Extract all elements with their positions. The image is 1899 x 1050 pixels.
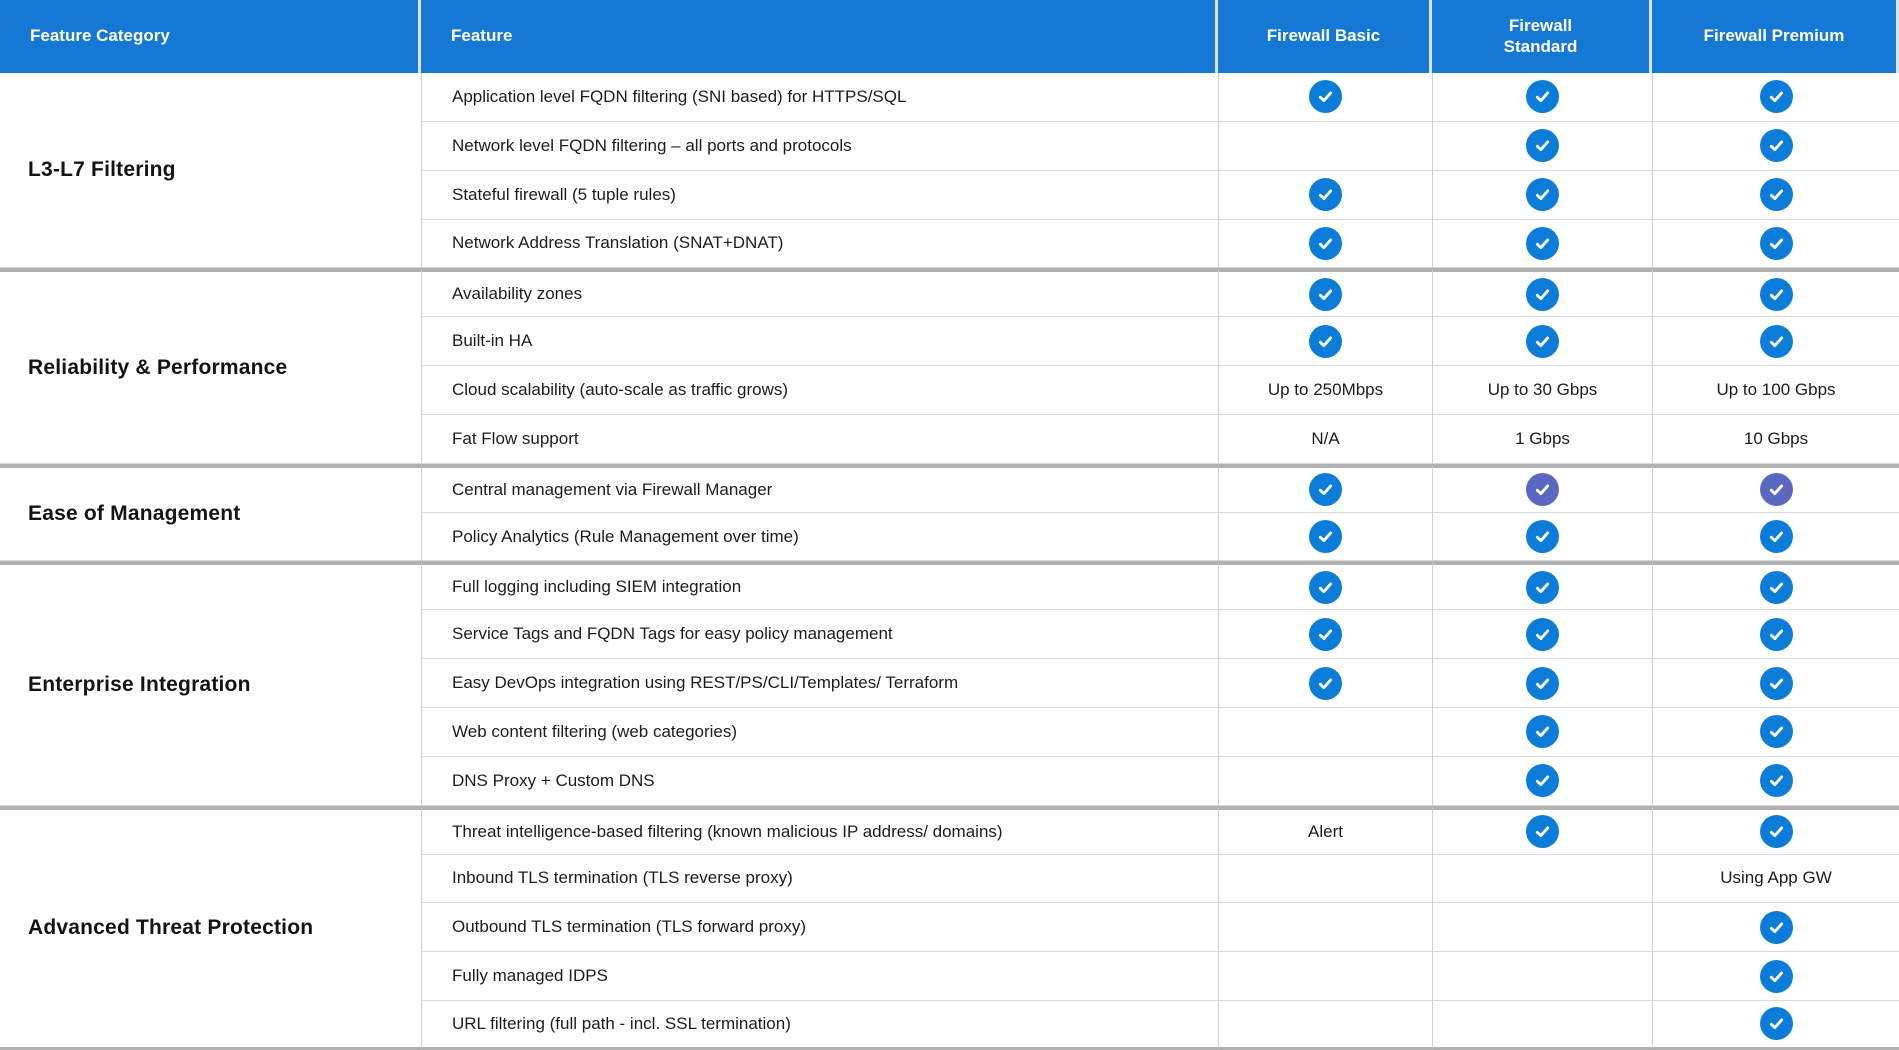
cell-premium — [1652, 952, 1899, 1001]
feature-row — [421, 806, 1218, 855]
feature-row — [421, 903, 1218, 952]
cell-premium — [1652, 513, 1899, 562]
feature-row — [421, 464, 1218, 513]
category-label: Reliability & Performance — [28, 355, 288, 379]
check-icon — [1760, 278, 1793, 311]
cell-standard — [1432, 220, 1652, 269]
feature-row — [421, 1001, 1218, 1050]
cell-basic — [1218, 366, 1432, 415]
cell-standard — [1432, 952, 1652, 1001]
cell-text: 1 Gbps — [1515, 428, 1570, 448]
cell-premium — [1652, 855, 1899, 904]
feature-name: Central management via Firewall Manager — [452, 479, 773, 499]
feature-name: Application level FQDN filtering (SNI based) for HTTPS/SQL — [452, 86, 907, 106]
check-icon — [1760, 764, 1793, 797]
column-header-feature — [421, 0, 1218, 73]
category-cell-l3-l7-filtering — [0, 73, 421, 268]
cell-basic — [1218, 708, 1432, 757]
feature-name: Service Tags and FQDN Tags for easy policy management — [452, 624, 893, 644]
cell-premium — [1652, 1001, 1899, 1050]
check-icon — [1309, 667, 1342, 700]
check-icon — [1309, 227, 1342, 260]
cell-standard — [1432, 122, 1652, 171]
cell-premium — [1652, 464, 1899, 513]
column-header-firewall-standard — [1432, 0, 1652, 73]
feature-name: Built-in HA — [452, 331, 533, 351]
check-icon — [1760, 1007, 1793, 1040]
cell-standard — [1432, 561, 1652, 610]
cell-basic — [1218, 122, 1432, 171]
column-header-label: Feature — [451, 26, 513, 46]
feature-name: Availability zones — [452, 284, 583, 304]
cell-basic — [1218, 268, 1432, 317]
cell-basic — [1218, 952, 1432, 1001]
feature-name: Web content filtering (web categories) — [452, 721, 738, 741]
check-icon — [1760, 715, 1793, 748]
cell-text: Up to 250Mbps — [1267, 379, 1384, 399]
column-header-label: Firewall Premium — [1703, 26, 1845, 46]
column-header-firewall-basic — [1218, 0, 1432, 73]
check-icon — [1309, 520, 1342, 553]
feature-name: DNS Proxy + Custom DNS — [452, 770, 655, 790]
cell-standard — [1432, 1001, 1652, 1050]
cell-premium — [1652, 806, 1899, 855]
feature-row — [421, 171, 1218, 220]
cell-premium — [1652, 73, 1899, 122]
feature-row — [421, 561, 1218, 610]
check-icon — [1526, 520, 1559, 553]
category-label: L3-L7 Filtering — [28, 158, 176, 182]
column-header-label: Firewall Standard — [1503, 16, 1578, 56]
column-header-label: Feature Category — [30, 26, 170, 46]
cell-standard — [1432, 708, 1652, 757]
check-icon — [1526, 178, 1559, 211]
check-icon — [1526, 815, 1559, 848]
cell-text: Up to 30 Gbps — [1487, 379, 1598, 399]
feature-name: Easy DevOps integration using REST/PS/CLI/Templates/ Terraform — [452, 673, 959, 693]
cell-basic — [1218, 464, 1432, 513]
cell-standard — [1432, 806, 1652, 855]
check-icon — [1760, 178, 1793, 211]
check-icon — [1760, 960, 1793, 993]
check-icon — [1526, 227, 1559, 260]
cell-standard — [1432, 415, 1652, 464]
check-icon — [1760, 325, 1793, 358]
cell-basic — [1218, 903, 1432, 952]
check-icon — [1309, 325, 1342, 358]
cell-text: Alert — [1308, 821, 1343, 841]
feature-row — [421, 415, 1218, 464]
cell-basic — [1218, 220, 1432, 269]
feature-name: Inbound TLS termination (TLS reverse proxy) — [452, 868, 793, 888]
cell-basic — [1218, 73, 1432, 122]
check-icon — [1760, 571, 1793, 604]
check-icon — [1526, 80, 1559, 113]
cell-standard — [1432, 855, 1652, 904]
column-header-feature-category — [0, 0, 421, 73]
cell-premium — [1652, 708, 1899, 757]
cell-premium — [1652, 561, 1899, 610]
feature-row — [421, 513, 1218, 562]
cell-premium — [1652, 366, 1899, 415]
feature-row — [421, 855, 1218, 904]
cell-standard — [1432, 268, 1652, 317]
feature-name: Full logging including SIEM integration — [452, 577, 742, 597]
feature-row — [421, 708, 1218, 757]
feature-name: URL filtering (full path - incl. SSL termination) — [452, 1013, 791, 1033]
feature-name: Network level FQDN filtering – all ports and protocols — [452, 135, 852, 155]
cell-standard — [1432, 464, 1652, 513]
check-icon — [1526, 618, 1559, 651]
cell-premium — [1652, 122, 1899, 171]
cell-text: 10 Gbps — [1743, 428, 1809, 448]
cell-text: N/A — [1311, 428, 1340, 448]
check-icon — [1760, 618, 1793, 651]
feature-row — [421, 757, 1218, 806]
cell-basic — [1218, 513, 1432, 562]
cell-premium — [1652, 610, 1899, 659]
feature-row — [421, 610, 1218, 659]
feature-name: Policy Analytics (Rule Management over time) — [452, 526, 799, 546]
cell-premium — [1652, 220, 1899, 269]
cell-text: Using App GW — [1720, 868, 1832, 888]
cell-premium — [1652, 415, 1899, 464]
check-icon — [1309, 571, 1342, 604]
category-label: Advanced Threat Protection — [28, 916, 314, 940]
cell-premium — [1652, 171, 1899, 220]
feature-name: Cloud scalability (auto-scale as traffic grows) — [452, 379, 789, 399]
cell-standard — [1432, 73, 1652, 122]
check-icon — [1526, 667, 1559, 700]
category-cell-enterprise-integration — [0, 561, 421, 805]
feature-row — [421, 73, 1218, 122]
cell-basic — [1218, 561, 1432, 610]
check-icon — [1526, 325, 1559, 358]
cell-basic — [1218, 171, 1432, 220]
cell-standard — [1432, 659, 1652, 708]
check-icon — [1760, 80, 1793, 113]
category-label: Ease of Management — [28, 502, 241, 526]
category-cell-advanced-threat-protection — [0, 806, 421, 1050]
check-icon — [1309, 278, 1342, 311]
check-icon — [1760, 815, 1793, 848]
check-icon — [1309, 473, 1342, 506]
check-icon — [1309, 80, 1342, 113]
cell-premium — [1652, 659, 1899, 708]
feature-name: Fully managed IDPS — [452, 966, 608, 986]
check-icon — [1526, 764, 1559, 797]
feature-name: Network Address Translation (SNAT+DNAT) — [452, 233, 784, 253]
category-label: Enterprise Integration — [28, 673, 251, 697]
feature-row — [421, 317, 1218, 366]
cell-standard — [1432, 757, 1652, 806]
feature-row — [421, 122, 1218, 171]
cell-standard — [1432, 317, 1652, 366]
feature-name: Fat Flow support — [452, 428, 579, 448]
cell-standard — [1432, 171, 1652, 220]
cell-basic — [1218, 757, 1432, 806]
feature-row — [421, 220, 1218, 269]
check-icon — [1309, 178, 1342, 211]
cell-premium — [1652, 757, 1899, 806]
column-header-label: Firewall Basic — [1266, 26, 1381, 46]
check-icon — [1760, 911, 1793, 944]
check-icon — [1526, 278, 1559, 311]
cell-basic — [1218, 806, 1432, 855]
check-icon — [1526, 473, 1559, 506]
cell-text: Up to 100 Gbps — [1716, 379, 1836, 399]
cell-basic — [1218, 1001, 1432, 1050]
cell-basic — [1218, 610, 1432, 659]
feature-row — [421, 366, 1218, 415]
cell-standard — [1432, 610, 1652, 659]
check-icon — [1760, 473, 1793, 506]
cell-standard — [1432, 513, 1652, 562]
feature-row — [421, 268, 1218, 317]
category-cell-reliability-performance — [0, 268, 421, 463]
cell-basic — [1218, 855, 1432, 904]
check-icon — [1526, 715, 1559, 748]
cell-premium — [1652, 317, 1899, 366]
feature-row — [421, 952, 1218, 1001]
column-header-firewall-premium — [1652, 0, 1899, 73]
feature-name: Threat intelligence-based filtering (known malicious IP address/ domains) — [452, 821, 1003, 841]
check-icon — [1309, 618, 1342, 651]
cell-basic — [1218, 317, 1432, 366]
cell-basic — [1218, 659, 1432, 708]
check-icon — [1760, 227, 1793, 260]
feature-row — [421, 659, 1218, 708]
cell-basic — [1218, 415, 1432, 464]
feature-name: Outbound TLS termination (TLS forward proxy) — [452, 917, 807, 937]
cell-standard — [1432, 903, 1652, 952]
cell-premium — [1652, 903, 1899, 952]
category-cell-ease-of-management — [0, 464, 421, 562]
feature-name: Stateful firewall (5 tuple rules) — [452, 184, 676, 204]
check-icon — [1526, 571, 1559, 604]
check-icon — [1760, 520, 1793, 553]
check-icon — [1526, 129, 1559, 162]
check-icon — [1760, 129, 1793, 162]
cell-premium — [1652, 268, 1899, 317]
check-icon — [1760, 667, 1793, 700]
cell-standard — [1432, 366, 1652, 415]
